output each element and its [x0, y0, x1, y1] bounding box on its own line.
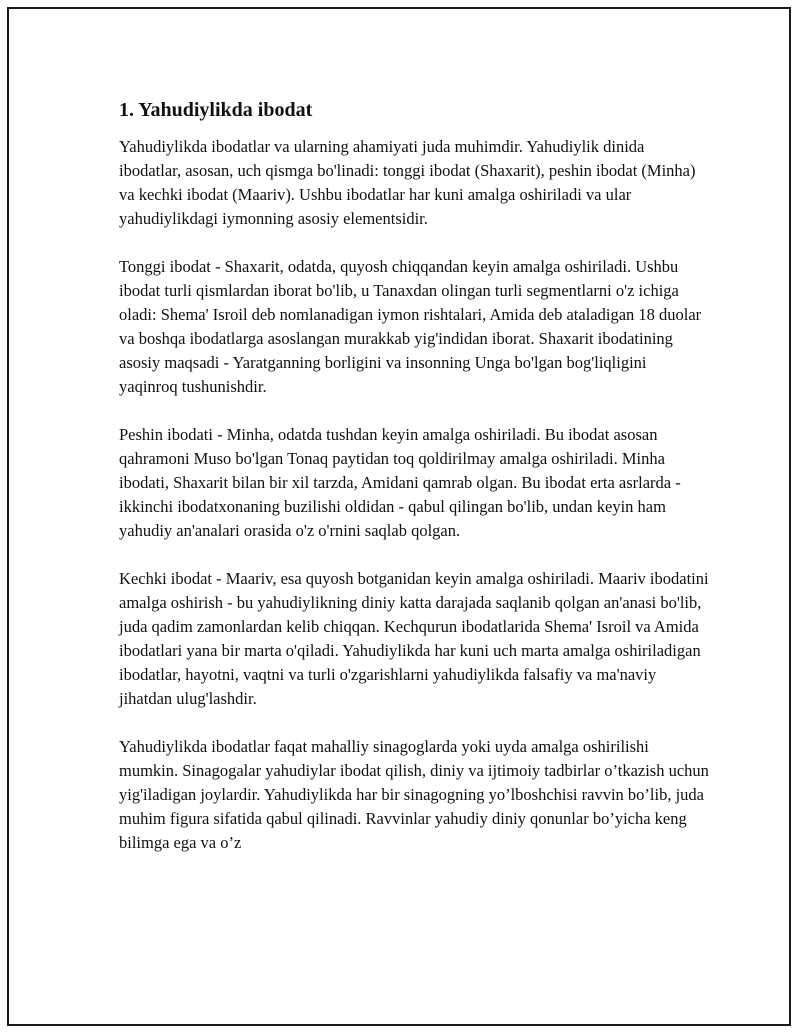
- document-page: [7, 7, 791, 1026]
- paragraph-intro: Yahudiylikda ibodatlar va ularning ahamiyati juda muhimdir. Yahudiylik dinida ibodatlar, asosan, uch qismga bo'linadi: tonggi ibodat (Shaxarit), peshin ibodat (Minha) va kechki ibodat (Maariv). Ushbu ibodatlar har kuni amalga oshiriladi va ular yahudiylikdagi iymonning asosiy elementsidir.: [119, 137, 696, 228]
- paragraph-shaxarit: Tonggi ibodat - Shaxarit, odatda, quyosh chiqqandan keyin amalga oshiriladi. Ushbu ibodat turli qismlardan iborat bo'lib, u Tanaxdan olingan turli segmentlarni o'z ichiga oladi: Shema' Isroil deb nomlanadigan iymon rishtalari, Amida deb ataladigan 18 duolar va boshqa ibodatlarga asoslangan murakkab yig'indidan iborat. Shaxarit ibodatining asosiy maqsadi - Yaratganning borligini va insonning Unga bo'lgan bog'liqligini yaqinroq tushunishdir.: [119, 257, 702, 396]
- paragraph-maariv: Kechki ibodat - Maariv, esa quyosh botganidan keyin amalga oshiriladi. Maariv ibodatini amalga oshirish - bu yahudiylikning diniy katta darajada saqlanib qolgan an'anasi bo'lib, juda qadim zamonlardan kelib chiqqan. Kechqurun ibodatlarida Shema' Isroil va Amida ibodatlari yana bir marta o'qiladi. Yahudiylikda har kuni uch marta amalga oshiriladigan ibodatlar, hayotni, vaqtni va turli o'zgarishlarni yahudiylikda falsafiy va ma'naviy jihatdan ulug'lashdir.: [119, 569, 709, 708]
- paragraph-minha: Peshin ibodati - Minha, odatda tushdan keyin amalga oshiriladi. Bu ibodat asosan qahramoni Muso bo'lgan Tonaq paytidan toq qoldirilmay amalga oshiriladi. Minha ibodati, Shaxarit bilan bir xil tarzda, Amidani qamrab olgan. Bu ibodat erta asrlarda - ikkinchi ibodatxonaning buzilishi oldidan - qabul qilingan bo'lib, undan keyin ham yahudiy an'analari orasida o'z o'rnini saqlab qolgan.: [119, 425, 681, 540]
- document-body: [119, 97, 709, 879]
- paragraph-sinagoga: Yahudiylikda ibodatlar faqat mahalliy sinagoglarda yoki uyda amalga oshirilishi mumkin. Sinagogalar yahudiylar ibodat qilish, diniy va ijtimoiy tadbirlar o’tkazish uchun yig'iladigan joylardir. Yahudiylikda har bir sinagogning yo’lboshchisi ravvin bo’lib, juda muhim figura sifatida qabul qilinadi. Ravvinlar yahudiy diniy qonunlar bo’yicha keng bilimga ega va o’z: [119, 737, 709, 852]
- section-heading: 1. Yahudiylikda ibodat: [119, 99, 313, 121]
